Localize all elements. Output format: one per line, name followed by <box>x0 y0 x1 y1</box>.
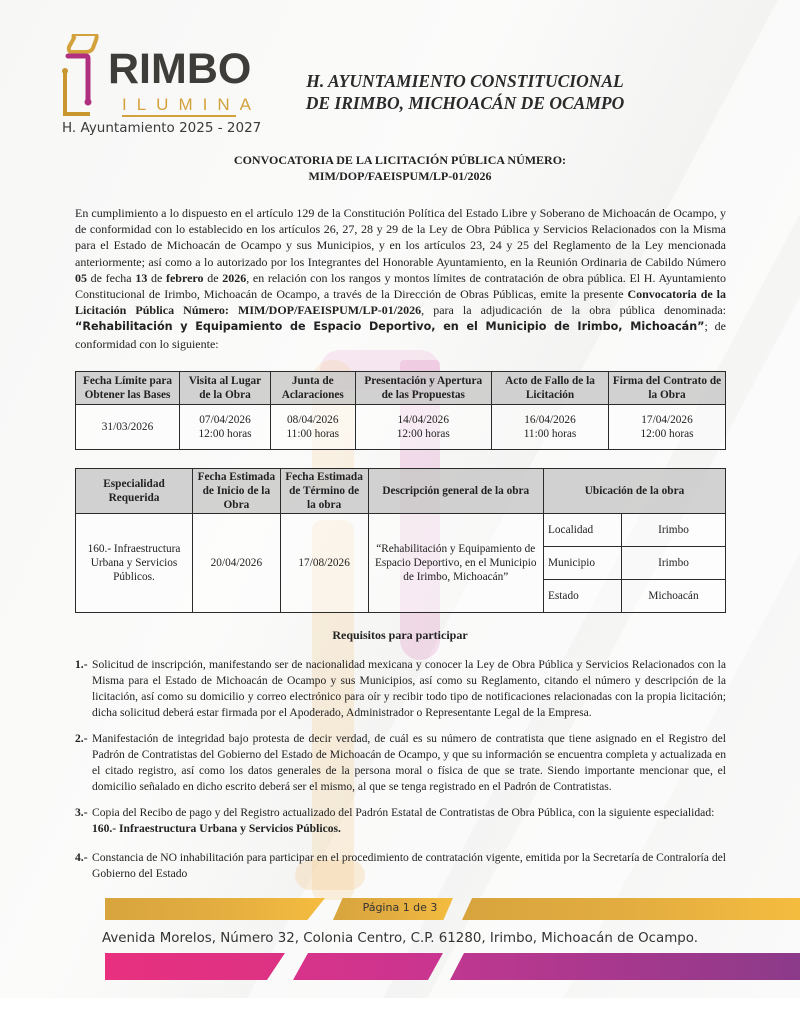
intro-text: En cumplimiento a lo dispuesto en el artículo 129 de la Constitución Política del Estado Libre y Soberano de Michoacán de Ocampo, y de conformidad con lo establecido en los artículos 26, 27, 28 y 29 de la Ley de Obra Pública y Servicios Relacionados con la Misma para el Estado de Michoacán de Ocampo y sus Municipios, y en los artículos 23, 24 y 25 del Reglamento de la Ley mencionada anteriormente; así como a lo autorizado por los Integrantes del Honorable Ayuntamiento, en la Reunión Ordinaria de Cabildo Número <box>75 206 726 269</box>
requirement-item <box>75 731 726 795</box>
intro-paragraph <box>75 205 726 352</box>
session-year: 2026 <box>222 270 247 285</box>
footer-magenta-bar <box>293 953 443 980</box>
convocatoria-title <box>0 152 800 184</box>
requirement-number: 1.- <box>75 658 88 671</box>
proposal-opening-cell <box>355 405 492 450</box>
requirement-text: Solicitud de inscripción, manifestando ser de nacionalidad mexicana y conocer la Ley de Obra Pública y Servicios Relacionados con la Misma para el Estado de Michoacán de Ocampo y sus Municipios, así como su Reglamento, citando el número y descripción de la licitación, así como su domicilio y correo electrónico para oír y recibir todo tipo de notificaciones relacionadas con la propia licitación; dicha solicitud deberá estar firmada por el Apoderado, Administrador o Representante Legal de la Empresa. <box>92 658 726 719</box>
session-number: 05 <box>75 270 87 285</box>
date-text: 16/04/2026 <box>524 414 576 426</box>
table-row <box>76 514 726 547</box>
column-header: Firma del Contrato de la Obra <box>609 372 726 405</box>
footer-purple-bar <box>450 953 800 980</box>
location-label: Municipio <box>544 547 622 580</box>
time-text: 12:00 horas <box>396 428 450 440</box>
location-label: Estado <box>544 580 622 613</box>
deadline-cell <box>76 405 180 450</box>
convocatoria-number: Convocatoria de la Licitación Pública Número: MIM/DOP/FAEISPUM/LP-01/2026 <box>75 287 727 318</box>
column-header: Ubicación de la obra <box>544 469 726 514</box>
session-day: 13 <box>135 270 148 285</box>
date-text: 17/04/2026 <box>641 414 693 426</box>
intro-text: ; de conformidad con lo siguiente: <box>75 319 726 351</box>
date-text: 14/04/2026 <box>397 414 449 426</box>
requirement-text: Constancia de NO inhabilitación para participar en el procedimiento de contratación vigente, emitida por la Secretaría de Contraloría del Gobierno del Estado <box>92 851 726 880</box>
column-header: Presentación y Apertura de las Propuestas <box>355 372 492 405</box>
end-date-cell: 17/08/2026 <box>280 514 368 613</box>
date-text: 07/04/2026 <box>199 414 251 426</box>
column-header: Fecha Estimada de Término de la obra <box>280 469 368 514</box>
logo-underline <box>122 115 236 117</box>
requirement-item <box>75 805 726 837</box>
title-line-1: CONVOCATORIA DE LA LICITACIÓN PÚBLICA NÚMERO: <box>233 153 567 167</box>
ruling-cell <box>492 405 609 450</box>
table-header-row <box>76 372 726 405</box>
work-table <box>75 468 726 613</box>
site-visit-cell <box>180 405 271 450</box>
table-row <box>76 405 726 450</box>
contract-signing-cell <box>609 405 726 450</box>
requirement-text: Manifestación de integridad bajo protesta de decir verdad, de cuál es su número de contratista que tiene asignado en el Registro del Padrón de Contratistas del Gobierno del Estado de Michoacán de Ocampo, y que su información se encuentra completa y actualizada en el citado registro, así como los datos generales de la persona moral o física de que se trate. Siendo importante mencionar que, el domicilio señalado en dicho escrito deberá ser el mismo, al que se tenga registrado en el Padrón de Contratistas. <box>92 732 726 793</box>
institution-title <box>290 70 640 114</box>
intro-text: de <box>203 270 223 285</box>
requirement-item <box>75 657 726 721</box>
column-header: Acto de Fallo de la Licitación <box>492 372 609 405</box>
title-line-2: MIM/DOP/FAEISPUM/LP-01/2026 <box>308 169 492 183</box>
requirements-title: Requisitos para participar <box>332 628 468 642</box>
requirement-number: 2.- <box>75 732 88 745</box>
irimbo-logo <box>62 34 282 134</box>
intro-text: de <box>147 270 166 285</box>
page-number: Página 1 de 3 <box>362 901 438 914</box>
location-label: Localidad <box>544 514 622 547</box>
requirement-text-line: Copia del Recibo de pago y del Registro actualizado del Padrón Estatal de Contratistas de Obra Pública, con la siguiente especialidad: <box>92 806 715 819</box>
time-text: 11:00 horas <box>523 428 577 440</box>
column-header: Descripción general de la obra <box>368 469 544 514</box>
column-header: Visita al Lugar de la Obra <box>180 372 271 405</box>
date-text: 08/04/2026 <box>287 414 339 426</box>
specialty-cell: 160.- Infraestructura Urbana y Servicios Públicos. <box>76 514 193 613</box>
footer-address: Avenida Morelos, Número 32, Colonia Centro, C.P. 61280, Irimbo, Michoacán de Ocampo. <box>101 931 698 946</box>
logo-i-icon <box>62 34 107 119</box>
date-text: 31/03/2026 <box>101 421 154 433</box>
location-value: Irimbo <box>622 547 726 580</box>
description-cell: “Rehabilitación y Equipamiento de Espacio Deportivo, en el Municipio de Irimbo, Michoacán” <box>368 514 544 613</box>
requirement-text <box>92 805 726 837</box>
schedule-table <box>75 371 726 450</box>
intro-text: , en relación con los rangos y montos límites de contratación de obra pública. El H. Ayuntamiento Constitucional de Irimbo, Michoacán de Ocampo, a través de la Dirección de Obras Públicas, emite la presente <box>75 270 727 302</box>
time-text: 12:00 horas <box>640 428 694 440</box>
table-header-row <box>76 469 726 514</box>
requirement-number: 3.- <box>75 806 88 819</box>
requirement-specialty: 160.- Infraestructura Urbana y Servicios Públicos. <box>92 822 341 835</box>
location-value: Michoacán <box>622 580 726 613</box>
location-value: Irimbo <box>622 514 726 547</box>
column-header: Junta de Aclaraciones <box>271 372 356 405</box>
footer-magenta-bar <box>105 953 285 980</box>
work-name: “Rehabilitación y Equipamiento de Espacio Deportivo, en el Municipio de Irimbo, Michoacán” <box>75 320 705 334</box>
column-header: Fecha Límite para Obtener las Bases <box>76 372 180 405</box>
logo-caption: H. Ayuntamiento 2025 - 2027 <box>62 120 262 136</box>
start-date-cell: 20/04/2026 <box>193 514 281 613</box>
institution-line-1: H. AYUNTAMIENTO CONSTITUCIONAL <box>306 71 624 91</box>
institution-line-2: DE IRIMBO, MICHOACÁN DE OCAMPO <box>305 93 625 113</box>
requirement-item <box>75 850 726 882</box>
time-text: 12:00 horas <box>198 428 252 440</box>
column-header: Especialidad Requerida <box>76 469 193 514</box>
intro-text: de fecha <box>87 270 136 285</box>
clarification-cell <box>271 405 356 450</box>
time-text: 11:00 horas <box>286 428 340 440</box>
column-header: Fecha Estimada de Inicio de la Obra <box>193 469 281 514</box>
logo-word: RIMBO <box>108 45 252 93</box>
requirement-number: 4.- <box>75 851 88 864</box>
session-month: febrero <box>165 270 204 285</box>
logo-subtitle: ILUMINA <box>122 95 261 114</box>
intro-text: , para la adjudicación de la obra pública denominada: <box>421 303 726 318</box>
